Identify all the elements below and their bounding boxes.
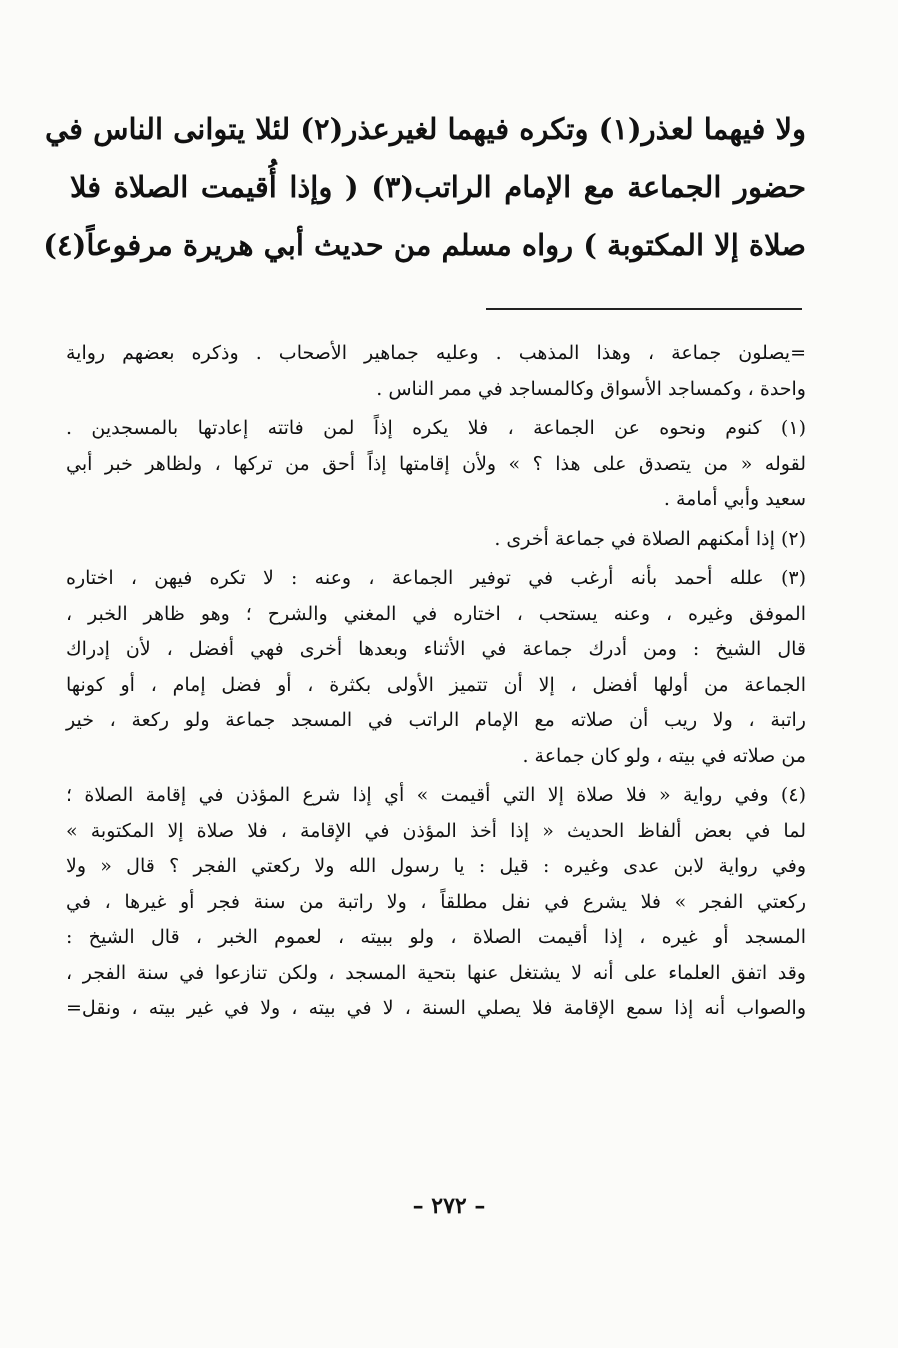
footnote-separator [486,308,802,310]
main-text [43,100,806,274]
footnote-line: الموفق وغيره ، وعنه يستحب ، اختاره في المغني والشرح ؛ وهو ظاهر الخبر ، [66,602,806,625]
footnote-line: وقد اتفق العلماء على أنه لا يشتغل عنها بتحية المسجد ، ولكن تنازعوا في سنة الفجر ، [66,961,806,984]
footnote-line: الجماعة من أولها أفضل ، إلا أن تتميز الأولى بكثرة ، أو فضل إمام ، أو كونها [66,673,806,696]
footnote-line: سعيد وأبي أمامة . [663,488,806,510]
main-text-line: صلاة إلا المكتوبة ) رواه مسلم من حديث أبي هريرة مرفوعاً(٤) [43,228,806,262]
footnote-line: قال الشيخ : ومن أدرك جماعة في الأثناء وبعدها أخرى فهي أفضل ، لأن إدراك [66,638,806,660]
footnote-line: واحدة ، وكمساجد الأسواق وكالمساجد في ممر الناس . [376,377,806,400]
page-number: – ٢٧٢ – [412,1193,486,1219]
footnote-line: (١) كنوم ونحوه عن الجماعة ، فلا يكره إذاً لمن فاتته إعادتها بالمسجدين . [66,417,806,439]
footnote-line: وفي رواية لابن عدى وغيره : قيل : يا رسول الله ولا ركعتي الفجر ؟ قال « ولا [66,855,806,877]
footnote-2 [66,522,806,558]
footnote-continuation [66,336,806,407]
footnote-line: المسجد أو غيره ، إذا أقيمت الصلاة ، ولو ببيته ، لعموم الخبر ، قال الشيخ : [66,926,806,948]
footnote-4 [66,778,806,1027]
footnote-line: (٣) علله أحمد بأنه أرغب في توفير الجماعة ، وعنه : لا تكره فيهن ، اختاره [66,567,806,589]
footnote-3 [66,561,806,774]
footnote-line: لما في بعض ألفاظ الحديث « إذا أخذ المؤذن في الإقامة ، فلا صلاة إلا المكتوبة » [66,819,806,842]
footnote-line: والصواب أنه إذا سمع الإقامة فلا يصلي السنة ، لا في بيته ، ولا في غير بيته ، ونقل= [66,997,806,1019]
footnote-line: راتبة ، ولا ريب أن صلاته مع الإمام الراتب في المسجد جماعة ولو ركعة ، خير [66,709,806,731]
main-text-line: ولا فيهما لعذر(١) وتكره فيهما لغيرعذر(٢) لئلا يتوانى الناس في [45,112,806,146]
footnote-line: ركعتي الفجر » فلا يشرع في نفل مطلقاً ، ولا راتبة من سنة فجر أو غيرها ، في [66,890,806,913]
footnote-line: من صلاته في بيته ، ولو كان جماعة . [522,744,806,767]
footnote-line: (٤) وفي رواية « فلا صلاة إلا التي أقيمت » أي إذا شرع المؤذن في إقامة الصلاة ؛ [66,784,806,806]
main-text-line: حضور الجماعة مع الإمام الراتب(٣) ( وإذا أُقيمت الصلاة فلا [70,170,806,204]
footnote-line: =يصلون جماعة ، وهذا المذهب . وعليه جماهير الأصحاب . وذكره بعضهم رواية [66,342,806,364]
footnote-line: (٢) إذا أمكنهم الصلاة في جماعة أخرى . [494,527,806,550]
footnote-line: لقوله « من يتصدق على هذا ؟ » ولأن إقامتها إذاً أحق من تركها ، ولظاهر خبر أبي [66,452,806,475]
footnote-1 [66,411,806,518]
footnotes [66,336,806,1027]
